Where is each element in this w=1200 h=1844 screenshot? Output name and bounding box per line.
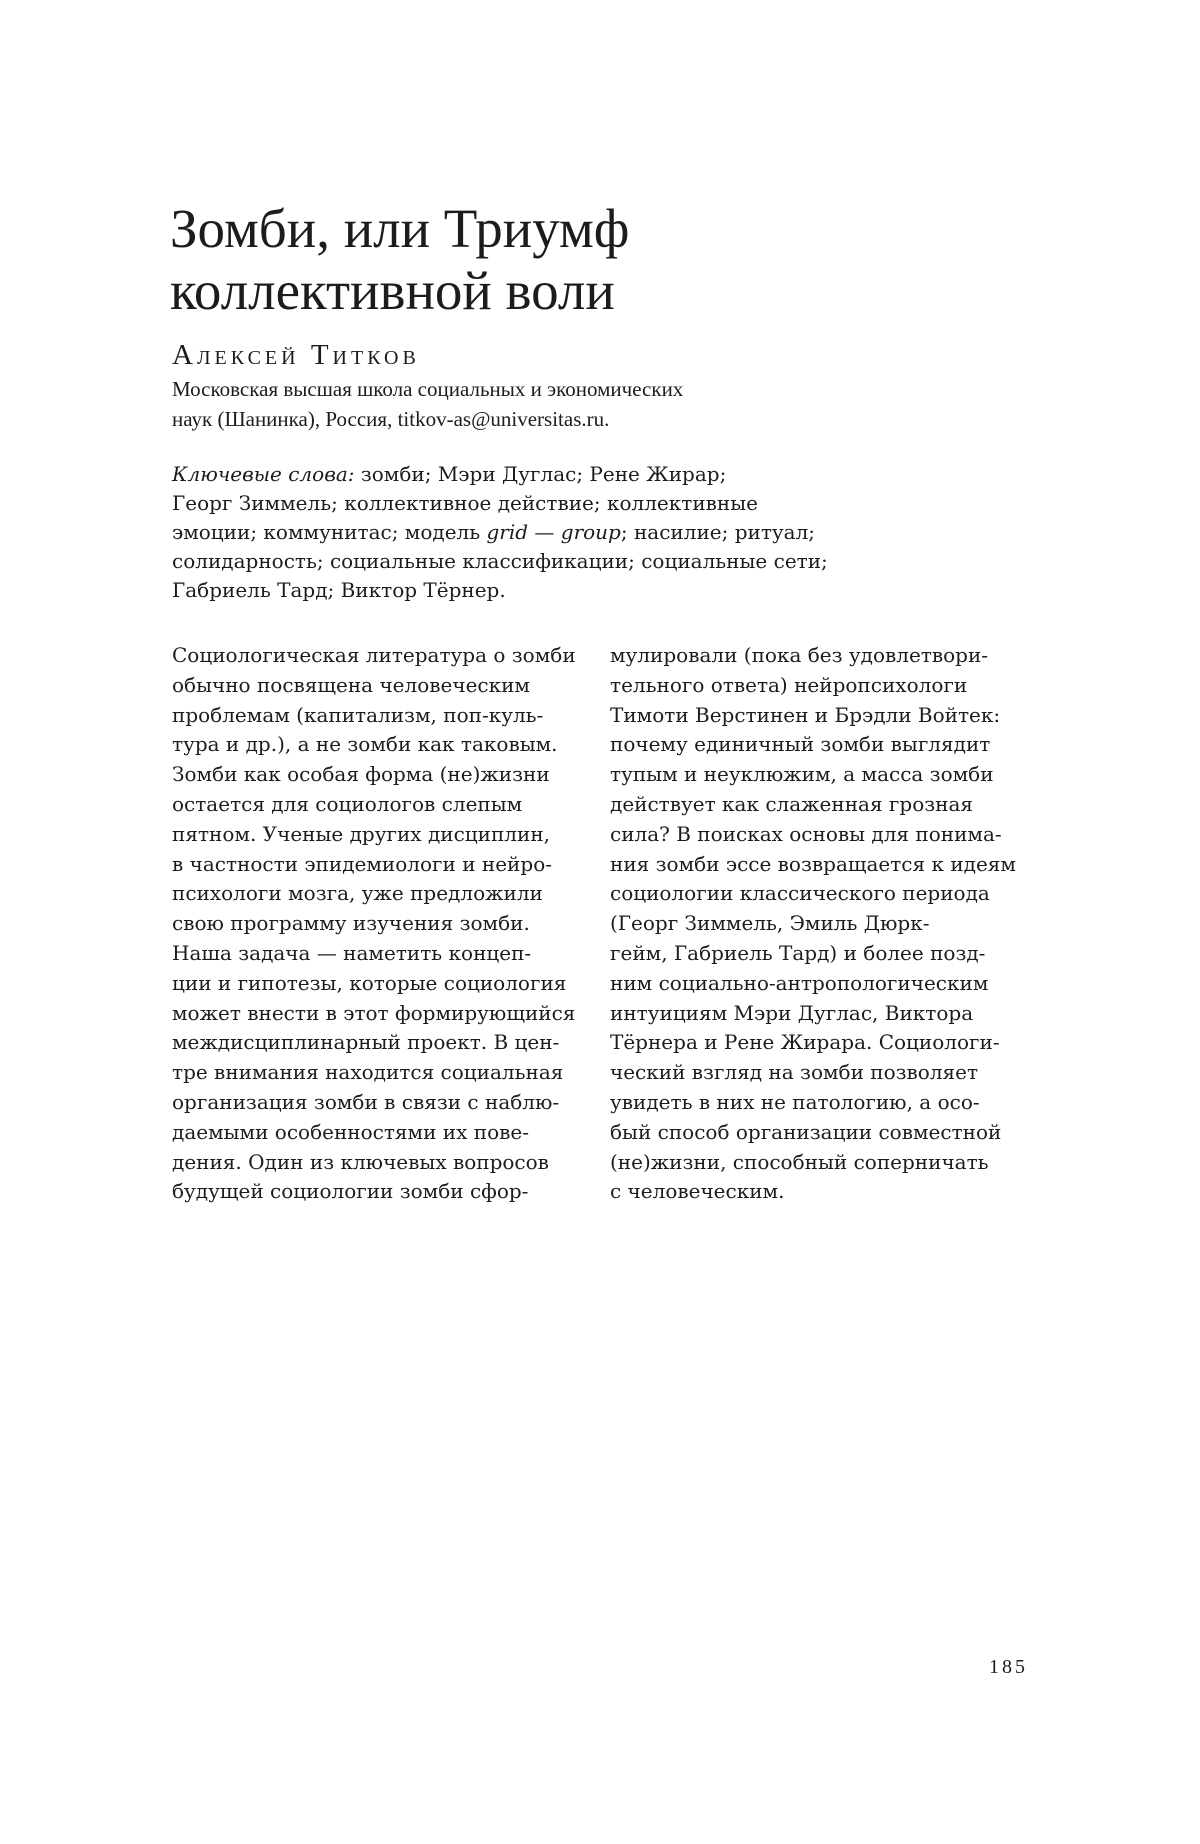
- abstract-line: гейм, Габриель Тард) и более позд-: [610, 940, 986, 965]
- abstract-line: тупым и неуклюжим, а масса зомби: [610, 762, 994, 787]
- abstract-line: Зомби как особая форма (не)жизни: [172, 762, 550, 787]
- abstract-line: будущей социологии зомби сфор-: [172, 1179, 529, 1204]
- abstract-line: остается для социологов слепым: [172, 791, 523, 816]
- abstract-column-left: [172, 641, 602, 1207]
- abstract-line: (не)жизни, способный соперничать: [610, 1149, 989, 1174]
- abstract-line: проблемам (капитализм, поп-куль-: [172, 702, 544, 727]
- keywords-text: ; насилие; ритуал;: [620, 520, 816, 544]
- abstract-line: пятном. Ученые других дисциплин,: [172, 821, 551, 846]
- abstract-line: почему единичный зомби выглядит: [610, 732, 991, 757]
- abstract-line: Тёрнера и Рене Жирара. Социологи-: [610, 1030, 1000, 1055]
- keywords-line: [172, 518, 872, 547]
- abstract-line: мулировали (пока без удовлетвори-: [610, 643, 989, 667]
- affiliation-line: наук (Шанинка), Россия, titkov-as@universitas.ru.: [172, 407, 610, 431]
- abstract-line: ним социально-антропологическим: [610, 970, 989, 995]
- article-title: [170, 198, 1030, 322]
- abstract-line: интуициям Мэри Дуглас, Виктора: [610, 1000, 974, 1025]
- keywords-text: эмоции; коммунитас; модель: [172, 520, 487, 544]
- abstract-line: тельного ответа) нейропсихологи: [610, 672, 968, 697]
- abstract-line: свою программу изучения зомби.: [172, 911, 530, 936]
- abstract-line: организация зомби в связи с наблю-: [172, 1089, 560, 1114]
- abstract-line: сила? В поисках основы для понима-: [610, 821, 1002, 846]
- keywords-line: солидарность; социальные классификации; социальные сети;: [172, 549, 828, 573]
- abstract-line: Тимоти Верстинен и Брэдли Войтек:: [610, 702, 1001, 727]
- keywords-line: [172, 460, 872, 489]
- abstract-line: ции и гипотезы, которые социология: [172, 970, 567, 995]
- abstract-line: ния зомби эссе возвращается к идеям: [610, 851, 1016, 876]
- abstract-line: обычно посвящена человеческим: [172, 672, 530, 697]
- keywords-line: Георг Зиммель; коллективное действие; коллективные: [172, 491, 758, 515]
- article-title-line: Зомби, или Триумф: [170, 198, 630, 259]
- abstract-line: тре внимания находится социальная: [172, 1060, 564, 1085]
- abstract-line: психологи мозга, уже предложили: [172, 881, 543, 906]
- affiliation-line: Московская высшая школа социальных и экономических: [172, 377, 684, 401]
- abstract-line: с человеческим.: [610, 1179, 785, 1204]
- abstract-line: действует как слаженная грозная: [610, 791, 974, 816]
- page-number: 185: [989, 1656, 1028, 1678]
- abstract-line: бый способ организации совместной: [610, 1119, 1002, 1144]
- abstract-line: междисциплинарный проект. В цен-: [172, 1030, 560, 1055]
- abstract-line: даемыми особенностями их пове-: [172, 1119, 529, 1144]
- abstract-line: Социологическая литература о зомби: [172, 643, 576, 667]
- abstract-line: тура и др.), а не зомби как таковым.: [172, 732, 558, 757]
- abstract-line: Наша задача — наметить концеп-: [172, 940, 532, 965]
- keywords-line: Габриель Тард; Виктор Тёрнер.: [172, 578, 506, 602]
- abstract-line: может внести в этот формирующийся: [172, 1000, 576, 1025]
- keywords-italic-term: grid — group: [486, 520, 621, 544]
- abstract-line: социологии классического периода: [610, 881, 990, 906]
- abstract-column-right: [610, 641, 1040, 1207]
- abstract-line: (Георг Зиммель, Эмиль Дюрк-: [610, 911, 930, 936]
- keywords-text: зомби; Мэри Дуглас; Рене Жирар;: [354, 462, 727, 486]
- author-name: Алексей Титков: [172, 339, 420, 371]
- keywords-block: [172, 460, 872, 605]
- abstract-line: в частности эпидемиологи и нейро-: [172, 851, 552, 876]
- abstract-line: ческий взгляд на зомби позволяет: [610, 1060, 979, 1085]
- keywords-label: Ключевые слова:: [172, 462, 355, 486]
- article-title-line: коллективной воли: [170, 260, 615, 321]
- abstract-line: увидеть в них не патологию, а осо-: [610, 1089, 980, 1114]
- abstract-line: дения. Один из ключевых вопросов: [172, 1149, 549, 1174]
- author-affiliation: [172, 374, 812, 434]
